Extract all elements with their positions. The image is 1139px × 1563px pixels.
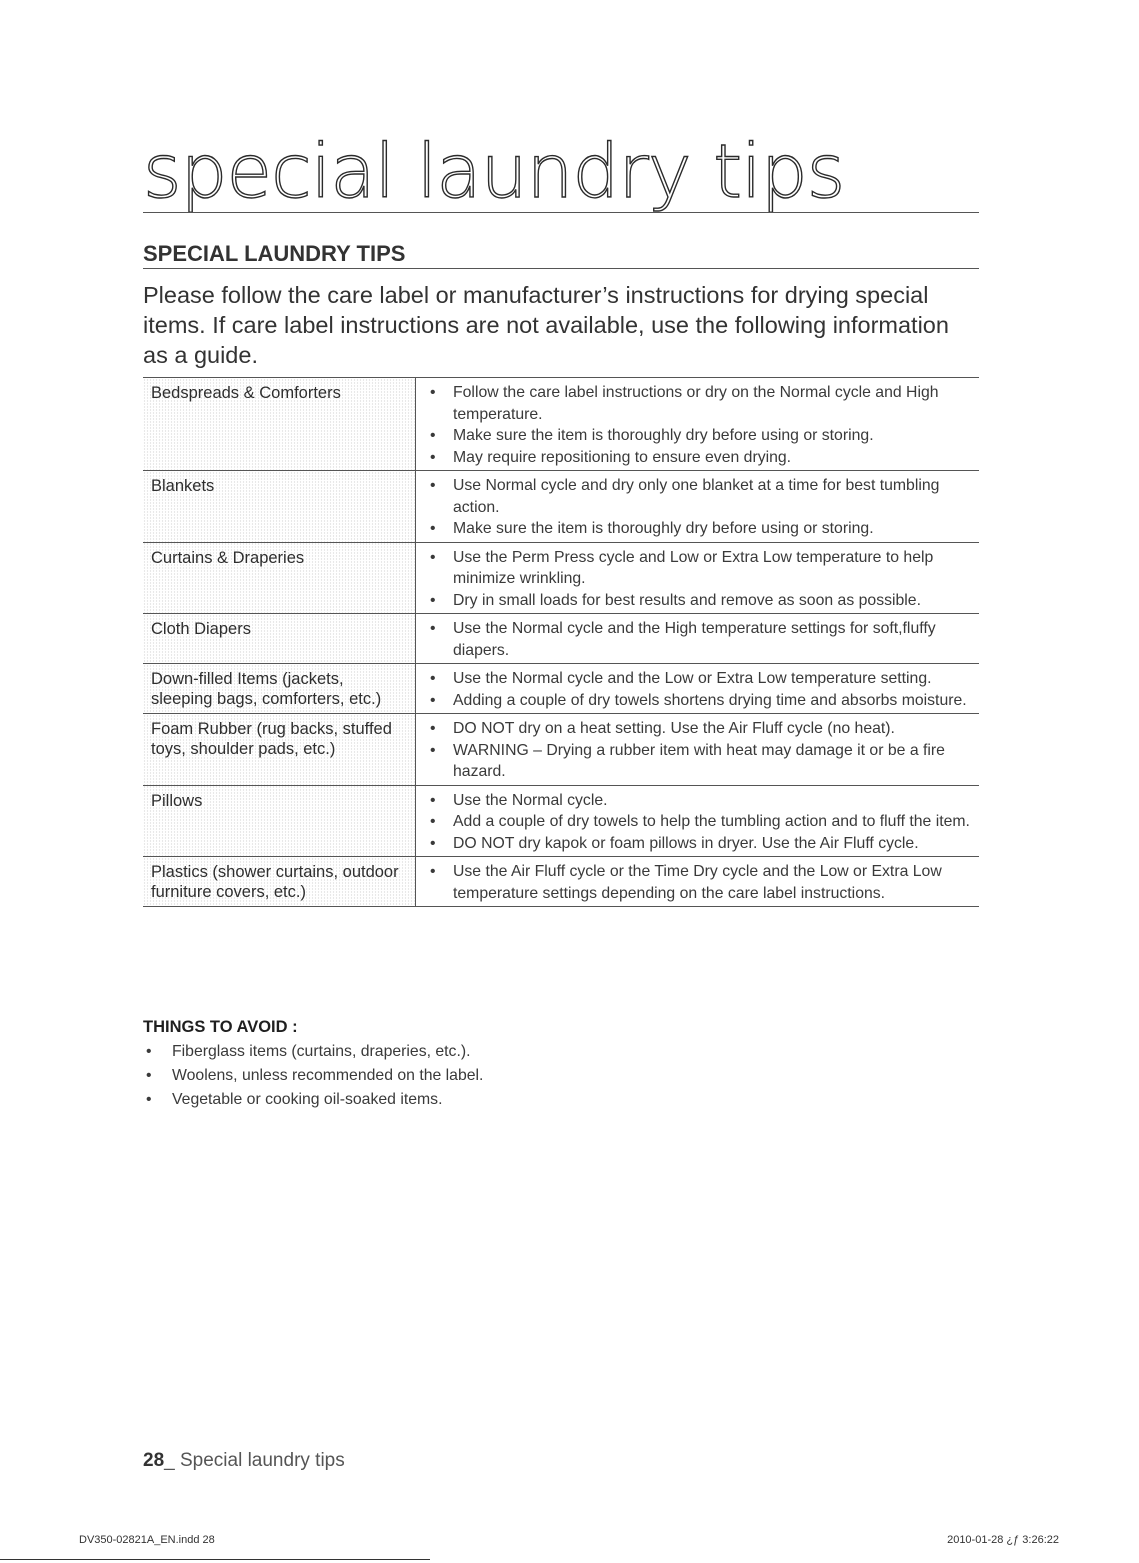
- tips-list: [428, 718, 979, 783]
- tip-bullet: • Use the Air Fluff cycle or the Time Dry cycle and the Low or Extra Low temperature settings depending on the care label instructions.: [428, 861, 979, 904]
- tip-bullet: • May require repositioning to ensure even drying.: [428, 447, 979, 469]
- tip-bullet: • Use the Perm Press cycle and Low or Extra Low temperature to help minimize wrinkling.: [428, 547, 979, 590]
- page-footer: [143, 1448, 345, 1474]
- item-name: Foam Rubber (rug backs, stuffed toys, shoulder pads, etc.): [143, 714, 416, 786]
- tip-bullet: • Make sure the item is thoroughly dry before using or storing.: [428, 425, 979, 447]
- special-laundry-tips-table: [143, 377, 979, 907]
- print-timestamp: 2010-01-28 ¿ƒ 3:26:22: [947, 1534, 1059, 1546]
- tip-bullet: • Dry in small loads for best results and remove as soon as possible.: [428, 590, 979, 612]
- tip-bullet: • WARNING – Drying a rubber item with heat may damage it or be a fire hazard.: [428, 740, 979, 783]
- item-name: Pillows: [143, 785, 416, 857]
- page-title: special laundry tips: [143, 132, 979, 213]
- tips-list: [428, 618, 979, 661]
- item-tips: [416, 857, 980, 907]
- tip-bullet: • Use Normal cycle and dry only one blanket at a time for best tumbling action.: [428, 475, 979, 518]
- table-row: [143, 542, 979, 614]
- page-number: 28: [143, 1450, 165, 1471]
- tip-bullet: • Follow the care label instructions or dry on the Normal cycle and High temperature.: [428, 382, 979, 425]
- tip-bullet: • Make sure the item is thoroughly dry before using or storing.: [428, 518, 979, 540]
- table-row: [143, 857, 979, 907]
- tip-bullet: • Adding a couple of dry towels shortens drying time and absorbs moisture.: [428, 690, 979, 712]
- bottom-divider: [0, 1559, 430, 1560]
- tips-list: [428, 861, 979, 904]
- print-file-info: DV350-02821A_EN.indd 28: [79, 1534, 215, 1546]
- table-row: [143, 714, 979, 786]
- item-name: Plastics (shower curtains, outdoor furniture covers, etc.): [143, 857, 416, 907]
- item-name: Blankets: [143, 471, 416, 543]
- table-row: [143, 378, 979, 471]
- list-item: • Woolens, unless recommended on the label.: [143, 1064, 979, 1088]
- section-heading: SPECIAL LAUNDRY TIPS: [143, 240, 979, 269]
- tips-list: [428, 668, 979, 711]
- tip-bullet: • DO NOT dry on a heat setting. Use the Air Fluff cycle (no heat).: [428, 718, 979, 740]
- item-tips: [416, 714, 980, 786]
- table-row: [143, 471, 979, 543]
- tip-bullet: • Use the Normal cycle and the Low or Extra Low temperature setting.: [428, 668, 979, 690]
- item-name: Down-filled Items (jackets, sleeping bags, comforters, etc.): [143, 664, 416, 714]
- footer-label: _ Special laundry tips: [164, 1450, 345, 1471]
- things-to-avoid-heading: THINGS TO AVOID :: [143, 1018, 298, 1036]
- tips-list: [428, 475, 979, 540]
- tip-bullet: • Use the Normal cycle.: [428, 790, 979, 812]
- tips-list: [428, 790, 979, 855]
- tips-list: [428, 382, 979, 468]
- item-tips: [416, 664, 980, 714]
- item-name: Cloth Diapers: [143, 614, 416, 664]
- table-row: [143, 614, 979, 664]
- tip-bullet: • Add a couple of dry towels to help the tumbling action and to fluff the item.: [428, 811, 979, 833]
- list-item: • Vegetable or cooking oil-soaked items.: [143, 1088, 979, 1112]
- item-name: Curtains & Draperies: [143, 542, 416, 614]
- list-item: • Fiberglass items (curtains, draperies, etc.).: [143, 1040, 979, 1064]
- item-tips: [416, 471, 980, 543]
- tip-bullet: • Use the Normal cycle and the High temperature settings for soft,fluffy diapers.: [428, 618, 979, 661]
- item-tips: [416, 378, 980, 471]
- item-tips: [416, 785, 980, 857]
- item-tips: [416, 542, 980, 614]
- table-row: [143, 785, 979, 857]
- things-to-avoid-list: [143, 1040, 979, 1112]
- table-row: [143, 664, 979, 714]
- item-name: Bedspreads & Comforters: [143, 378, 416, 471]
- item-tips: [416, 614, 980, 664]
- tips-list: [428, 547, 979, 612]
- intro-paragraph: Please follow the care label or manufacturer’s instructions for drying special items. If care label instructions are not available, use the following information as a guide.: [143, 282, 949, 368]
- tip-bullet: • DO NOT dry kapok or foam pillows in dryer. Use the Air Fluff cycle.: [428, 833, 979, 855]
